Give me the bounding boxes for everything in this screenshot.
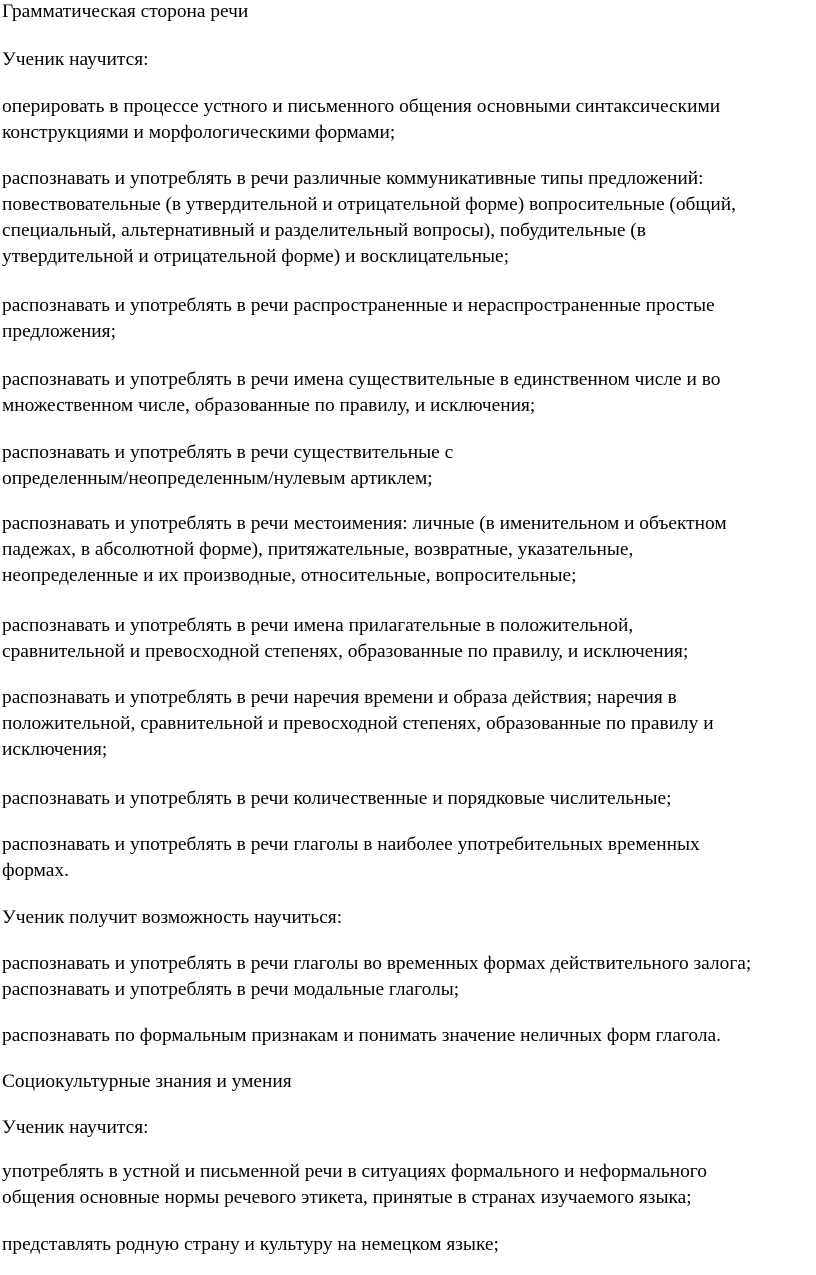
- paragraph-articles: распознавать и употреблять в речи существительные с определенным/неопределенным/нулевым артиклем;: [2, 442, 454, 489]
- paragraph-nouns-number: распознавать и употреблять в речи имена существительные в единственном числе и во множественном числе, образованные по правилу, и исключения;: [2, 369, 721, 416]
- learner-will-learn-heading-2: Ученик научится:: [2, 1117, 149, 1138]
- paragraph-numerals: распознавать и употреблять в речи количественные и порядковые числительные;: [2, 788, 672, 809]
- learner-will-have-opportunity-heading: Ученик получит возможность научиться:: [2, 907, 343, 928]
- paragraph-adjectives: распознавать и употреблять в речи имена прилагательные в положительной, сравнительной и превосходной степенях, образованные по правилу, и исключения;: [2, 615, 689, 662]
- learner-will-learn-heading: Ученик научится:: [2, 49, 149, 70]
- paragraph-simple-sentences: распознавать и употреблять в речи распространенные и нераспространенные простые предложения;: [2, 295, 715, 342]
- paragraph-non-finite-forms: распознавать по формальным признакам и понимать значение неличных форм глагола.: [2, 1025, 721, 1046]
- paragraph-native-country-culture: представлять родную страну и культуру на немецком языке;: [2, 1234, 499, 1255]
- paragraph-adverbs: распознавать и употреблять в речи наречия времени и образа действия; наречия в положительной, сравнительной и превосходной степенях, образованные по правилу и исключения;: [2, 687, 714, 760]
- paragraph-syntax-constructions: оперировать в процессе устного и письменного общения основными синтаксическими конструкциями и морфологическими формами;: [2, 96, 721, 143]
- paragraph-pronouns: распознавать и употреблять в речи местоимения: личные (в именительном и объектном падежах, в абсолютной форме), притяжательные, возвратные, указательные, неопределенные и их производные, относительные, вопросительные;: [2, 513, 727, 586]
- paragraph-verb-tenses: распознавать и употреблять в речи глаголы в наиболее употребительных временных формах.: [2, 834, 700, 881]
- paragraph-speech-etiquette: употреблять в устной и письменной речи в ситуациях формального и неформального общения основные нормы речевого этикета, принятые в странах изучаемого языка;: [2, 1161, 707, 1208]
- section-heading-sociocultural: Социокультурные знания и умения: [2, 1071, 292, 1092]
- paragraph-active-voice-modal-verbs: распознавать и употреблять в речи глаголы во временных формах действительного залога; распознавать и употреблять в речи модальные глаголы;: [2, 953, 752, 1000]
- paragraph-sentence-types: распознавать и употреблять в речи различные коммуникативные типы предложений: повествовательные (в утвердительной и отрицательной форме) вопросительные (общий, специальный, альтернативный и разделительный вопросы), побудительные (в утвердительной и отрицательной форме) и восклицательные;: [2, 168, 736, 267]
- section-heading-grammar: Грамматическая сторона речи: [2, 1, 249, 22]
